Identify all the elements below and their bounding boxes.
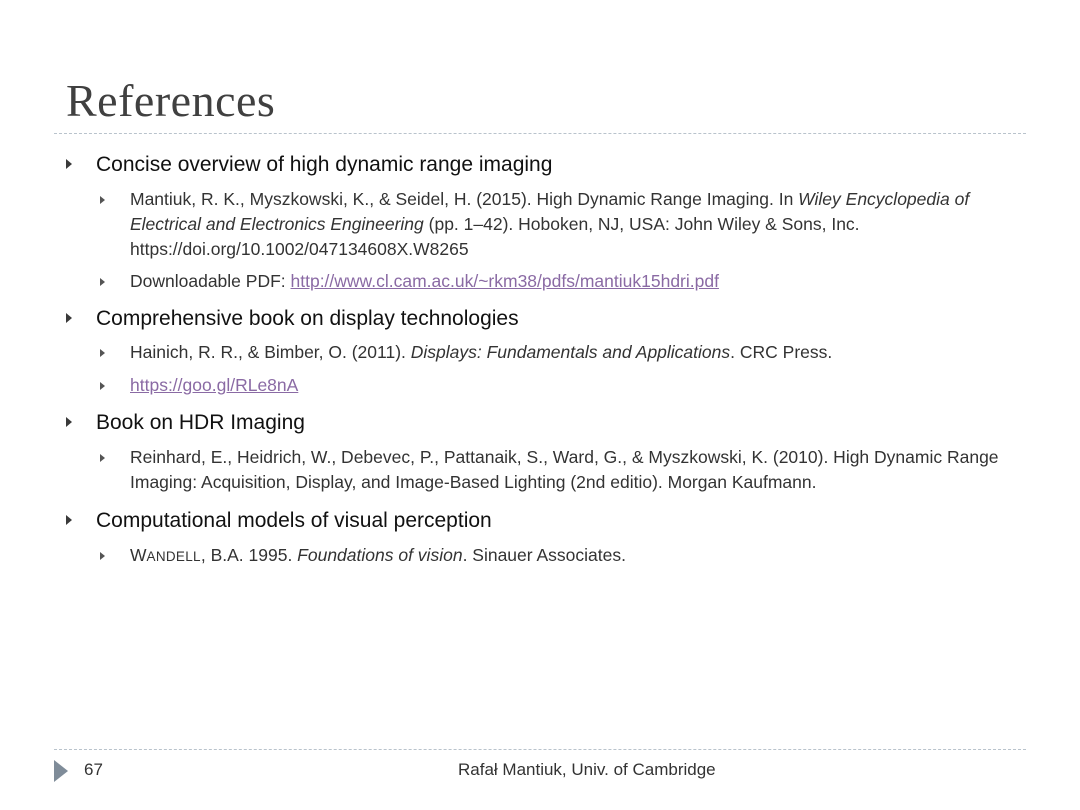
sub-bullet-arrow-icon bbox=[100, 196, 105, 204]
section-heading-hdr-book bbox=[96, 411, 305, 435]
bullet-arrow-icon bbox=[66, 313, 72, 323]
reference-book-link bbox=[130, 373, 1010, 398]
footer-divider bbox=[54, 749, 1026, 750]
book-link[interactable]: https://goo.gl/RLe8nA bbox=[130, 375, 299, 395]
reference-text: Hainich, R. R., & Bimber, O. (2011). bbox=[130, 342, 411, 362]
next-slide-arrow-icon[interactable] bbox=[54, 760, 68, 782]
section-heading-hdr-overview bbox=[96, 153, 552, 177]
sub-bullet-arrow-icon bbox=[100, 382, 105, 390]
reference-text: . Sinauer Associates. bbox=[462, 545, 626, 565]
slide-title: References bbox=[66, 75, 276, 126]
reference-text: Reinhard, E., Heidrich, W., Debevec, P., Pattanaik, S., Ward, G., & Myszkowski, K. (2010). High Dynamic Range Imaging: Acquisition, Display, and Image-Based Lighting (2nd editio). Morgan Kaufmann. bbox=[130, 447, 999, 492]
sub-bullet-arrow-icon bbox=[100, 349, 105, 357]
section-heading-text: Comprehensive book on display technologies bbox=[96, 307, 519, 330]
reference-text: Mantiuk, R. K., Myszkowski, K., & Seidel, H. (2015). High Dynamic Range Imaging. In bbox=[130, 189, 799, 209]
section-heading-text: Computational models of visual perception bbox=[96, 509, 492, 532]
page-number: 67 bbox=[84, 760, 103, 779]
section-heading-visual-perception bbox=[96, 509, 492, 533]
reference-text: (pp. 1–42). Hoboken, NJ, USA: John Wiley & Sons, Inc. https://doi.org/10.1002/047134608X.W8265 bbox=[130, 214, 860, 259]
reference-text: . CRC Press. bbox=[730, 342, 833, 362]
reference-source-title: Displays: Fundamentals and Applications bbox=[410, 342, 731, 362]
section-heading-display-technologies bbox=[96, 307, 519, 331]
sub-bullet-arrow-icon bbox=[100, 552, 105, 560]
reference-reinhard-2010 bbox=[130, 445, 1010, 495]
reference-prefix: Downloadable PDF: bbox=[130, 271, 291, 291]
reference-wandell-1995 bbox=[130, 543, 1010, 569]
reference-text: , B.A. 1995. bbox=[200, 545, 298, 565]
pdf-link[interactable]: http://www.cl.cam.ac.uk/~rkm38/pdfs/mantiuk15hdri.pdf bbox=[290, 271, 719, 291]
reference-downloadable-pdf bbox=[130, 269, 1010, 294]
sub-bullet-arrow-icon bbox=[100, 278, 105, 286]
title-divider bbox=[54, 133, 1026, 134]
section-heading-text: Book on HDR Imaging bbox=[96, 411, 305, 434]
reference-source-title: Foundations of vision bbox=[297, 545, 463, 565]
footer-author: Rafał Mantiuk, Univ. of Cambridge bbox=[458, 760, 716, 779]
author-initial: W bbox=[130, 545, 147, 565]
reference-hainich-2011 bbox=[130, 340, 1010, 365]
section-heading-text: Concise overview of high dynamic range imaging bbox=[96, 153, 553, 176]
reference-mantiuk-2015 bbox=[130, 187, 1010, 262]
reference-source-title: Wiley Encyclopedia of Electrical and Electronics Engineering bbox=[130, 189, 970, 234]
bullet-arrow-icon bbox=[66, 159, 72, 169]
bullet-arrow-icon bbox=[66, 515, 72, 525]
author-rest: ANDELL bbox=[146, 549, 201, 564]
sub-bullet-arrow-icon bbox=[100, 454, 105, 462]
bullet-arrow-icon bbox=[66, 417, 72, 427]
